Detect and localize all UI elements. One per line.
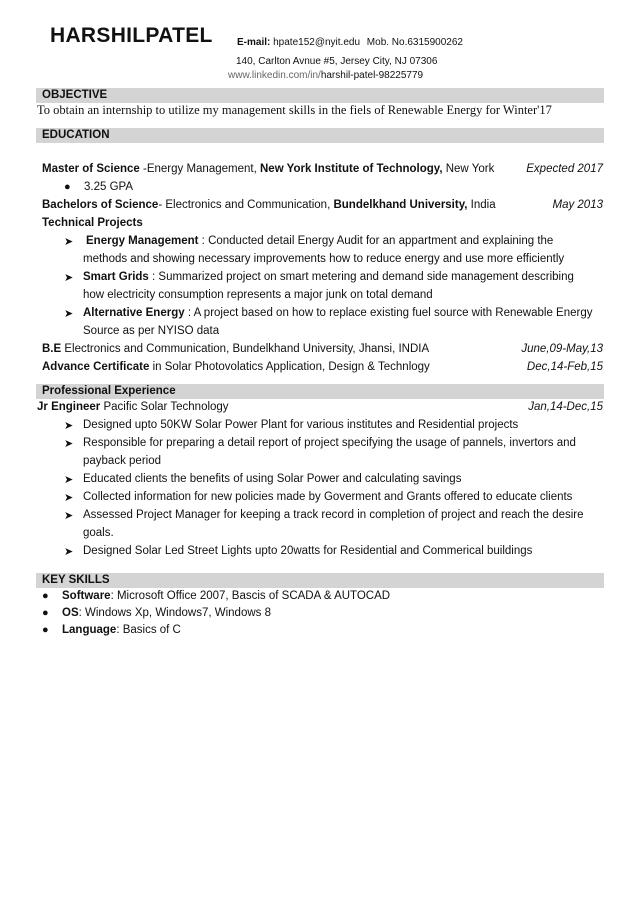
skills-header [36, 573, 604, 588]
exp-bullet-2: Responsible for preparing a detail report of project specifying the usage of pannels, invertors and [83, 437, 576, 449]
experience-header [36, 384, 604, 399]
contact-line [237, 37, 463, 48]
mobile-number: Mob. No.6315900262 [366, 37, 463, 48]
skills-title: KEY SKILLS [42, 574, 110, 586]
ms-field: -Energy Management, [143, 163, 257, 175]
gpa: 3.25 GPA [84, 181, 134, 193]
exp-bullet-4: Collected information for new policies made by Goverment and Grants offered to educate clients [83, 491, 573, 503]
be-line [42, 343, 429, 355]
cert-line [42, 361, 430, 373]
skill-os [62, 607, 271, 619]
objective-title: OBJECTIVE [42, 89, 108, 101]
project-3 [83, 307, 592, 319]
bs-school: Bundelkhand University, [333, 199, 468, 211]
arrow-bullet-icon: ➤ [64, 308, 74, 320]
project-2-cont: how electricity consumption represents a major junk on total demand [83, 289, 433, 301]
arrow-bullet-icon: ➤ [64, 420, 74, 432]
bs-location: India [470, 199, 496, 211]
arrow-bullet-icon: ➤ [64, 438, 74, 450]
address: 140, Carlton Avnue #5, Jersey City, NJ 07306 [236, 56, 438, 67]
bs-field: - Electronics and Communication, [158, 199, 331, 211]
project-2-label: Smart Grids [83, 271, 149, 283]
cert-date: Dec,14-Feb,15 [526, 361, 603, 373]
exp-bullet-5-cont: goals. [83, 527, 114, 539]
skill-software [62, 590, 390, 602]
education-title: EDUCATION [42, 129, 110, 141]
exp-bullet-3: Educated clients the benefits of using Solar Power and calculating savings [83, 473, 462, 485]
education-header [36, 128, 604, 143]
project-1-text: : Conducted detail Energy Audit for an appartment and explaining the [198, 235, 554, 247]
skill-software-text: : Microsoft Office 2007, Bascis of SCADA & AUTOCAD [110, 590, 391, 602]
project-1-cont: methods and showing necessary improvements how to reduce energy and use more efficiently [83, 253, 565, 265]
job-date: Jan,14-Dec,15 [528, 401, 603, 413]
bullet-dot-icon: ● [42, 624, 49, 636]
objective-header [36, 88, 604, 103]
bs-degree: Bachelors of Science [42, 199, 159, 211]
exp-bullet-1: Designed upto 50KW Solar Power Plant for various institutes and Residential projects [83, 419, 519, 431]
bullet-dot-icon: ● [42, 590, 49, 602]
arrow-bullet-icon: ➤ [64, 546, 74, 558]
linkedin-handle: harshil-patel-98225779 [320, 70, 424, 81]
skill-software-label: Software [62, 590, 111, 602]
ms-degree: Master of Science [42, 163, 140, 175]
cert-label: Advance Certificate [42, 361, 150, 373]
project-3-label: Alternative Energy [83, 307, 185, 319]
job-line [37, 401, 229, 413]
ms-degree-line [42, 163, 494, 175]
exp-bullet-2-cont: payback period [83, 455, 161, 467]
ms-date: Expected 2017 [526, 163, 603, 175]
bs-degree-line [42, 199, 496, 211]
cert-text: in Solar Photovolatics Application, Design & Technlogy [149, 361, 430, 373]
arrow-bullet-icon: ➤ [64, 474, 74, 486]
candidate-name: HARSHILPATEL [50, 24, 213, 47]
objective-text: To obtain an internship to utilize my management skills in the fiels of Renewable Energy for Winter'17 [37, 103, 552, 117]
exp-bullet-5: Assessed Project Manager for keeping a track record in completion of project and reach the desire [83, 509, 584, 521]
skill-language-text: : Basics of C [116, 624, 181, 636]
arrow-bullet-icon: ➤ [64, 492, 74, 504]
linkedin-link[interactable] [228, 70, 423, 81]
bs-date: May 2013 [552, 199, 603, 211]
project-1-label: Energy Management [86, 235, 199, 247]
be-label: B.E [42, 343, 62, 355]
projects-title: Technical Projects [42, 217, 143, 229]
project-3-cont: Source as per NYISO data [83, 325, 220, 337]
exp-bullet-6: Designed Solar Led Street Lights upto 20watts for Residential and Commerical buildings [83, 545, 533, 557]
be-date: June,09-May,13 [521, 343, 603, 355]
ms-location: New York [445, 163, 495, 175]
arrow-bullet-icon: ➤ [64, 510, 74, 522]
skill-language-label: Language [62, 624, 117, 636]
linkedin-prefix: www.linkedin.com/in/ [228, 70, 321, 81]
project-3-text: : A project based on how to replace existing fuel source with Renewable Energy [184, 307, 593, 319]
skill-language [62, 624, 181, 636]
job-company: Pacific Solar Technology [100, 401, 229, 413]
arrow-bullet-icon: ➤ [64, 236, 74, 248]
arrow-bullet-icon: ➤ [64, 272, 74, 284]
ms-school: New York Institute of Technology, [260, 163, 443, 175]
project-2-text: : Summarized project on smart metering and demand side management describing [148, 271, 574, 283]
experience-title: Professional Experience [42, 385, 176, 397]
bullet-dot-icon: ● [42, 607, 49, 619]
email-value[interactable]: hpate152@nyit.edu [273, 37, 361, 48]
email-label: E-mail: [237, 37, 271, 48]
job-role: Jr Engineer [37, 401, 101, 413]
skill-os-label: OS [62, 607, 79, 619]
be-text: Electronics and Communication, Bundelkhand University, Jhansi, INDIA [61, 343, 430, 355]
project-1 [86, 235, 553, 247]
project-2 [83, 271, 574, 283]
skill-os-text: : Windows Xp, Windows7, Windows 8 [78, 607, 271, 619]
bullet-dot-icon: ● [64, 181, 71, 193]
